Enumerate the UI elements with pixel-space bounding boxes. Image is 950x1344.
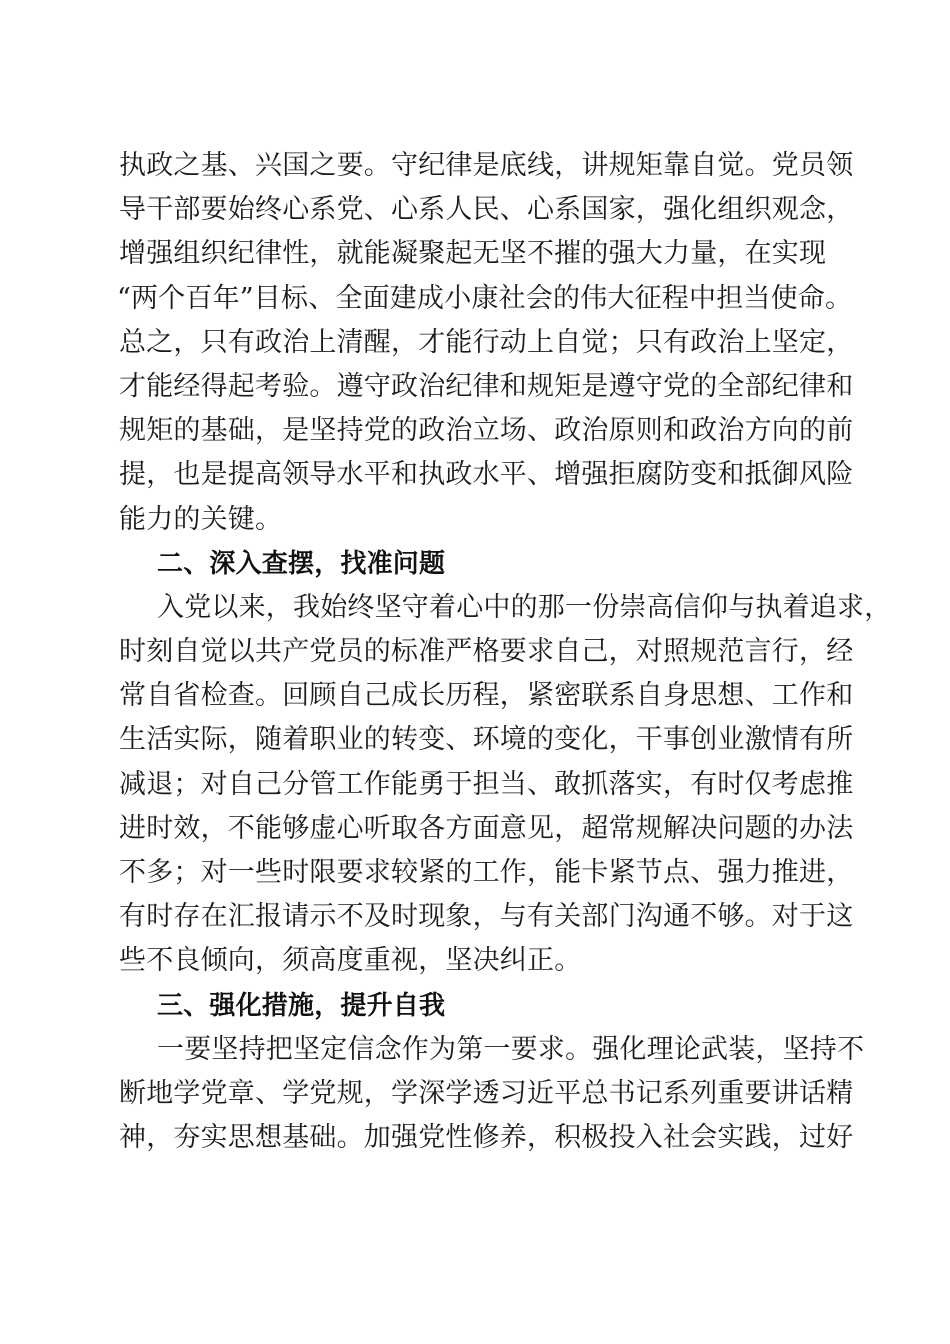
text-line: 入党以来，我始终坚守着心中的那一份崇高信仰与执着追求， [157, 591, 892, 623]
document-body [0, 144, 950, 1160]
text-line: 些不良倾向，须高度重视，坚决纠正。 [119, 945, 582, 977]
text-line: 执政之基、兴国之要。守纪律是底线，讲规矩靠自觉。党员领 [119, 150, 854, 181]
text-line: 进时效，不能够虚心听取各方面意见，超常规解决问题的办法 [119, 812, 854, 844]
text-line: 能力的关键。 [119, 503, 283, 535]
text-line: 规矩的基础，是坚持党的政治立场、政治原则和政治方向的前 [119, 415, 854, 447]
text-line: 常自省检查。回顾自己成长历程，紧密联系自身思想、工作和 [119, 680, 854, 712]
section-heading: 二、深入查摆，找准问题 [157, 548, 446, 579]
text-line: 不多；对一些时限要求较紧的工作，能卡紧节点、强力推进， [119, 857, 854, 888]
text-line: 导干部要始终心系党、心系人民、心系国家，强化组织观念， [119, 194, 854, 226]
text-line: 断地学党章、学党规，学深学透习近平总书记系列重要讲话精 [119, 1077, 854, 1109]
text-line: 有时存在汇报请示不及时现象，与有关部门沟通不够。对于这 [119, 901, 854, 933]
text-line: 减退；对自己分管工作能勇于担当、敢抓落实，有时仅考虑推 [119, 768, 854, 800]
text-line: “两个百年”目标、全面建成小康社会的伟大征程中担当使命。 [117, 282, 853, 314]
text-line: 一要坚持把坚定信念作为第一要求。强化理论武装，坚持不 [157, 1033, 865, 1065]
text-line: 才能经得起考验。遵守政治纪律和规矩是遵守党的全部纪律和 [119, 370, 854, 402]
text-line: 神，夯实思想基础。加强党性修养，积极投入社会实践，过好 [119, 1122, 854, 1154]
text-line: 生活实际，随着职业的转变、环境的变化，干事创业激情有所 [119, 724, 854, 756]
text-line: 增强组织纪律性，就能凝聚起无坚不摧的强大力量，在实现 [119, 238, 827, 270]
section-heading: 三、强化措施，提升自我 [157, 990, 446, 1021]
text-line: 总之，只有政治上清醒，才能行动上自觉；只有政治上坚定， [119, 326, 854, 358]
text-line: 提，也是提高领导水平和执政水平、增强拒腐防变和抵御风险 [119, 459, 854, 491]
text-line: 时刻自觉以共产党员的标准严格要求自己，对照规范言行，经 [119, 636, 854, 668]
